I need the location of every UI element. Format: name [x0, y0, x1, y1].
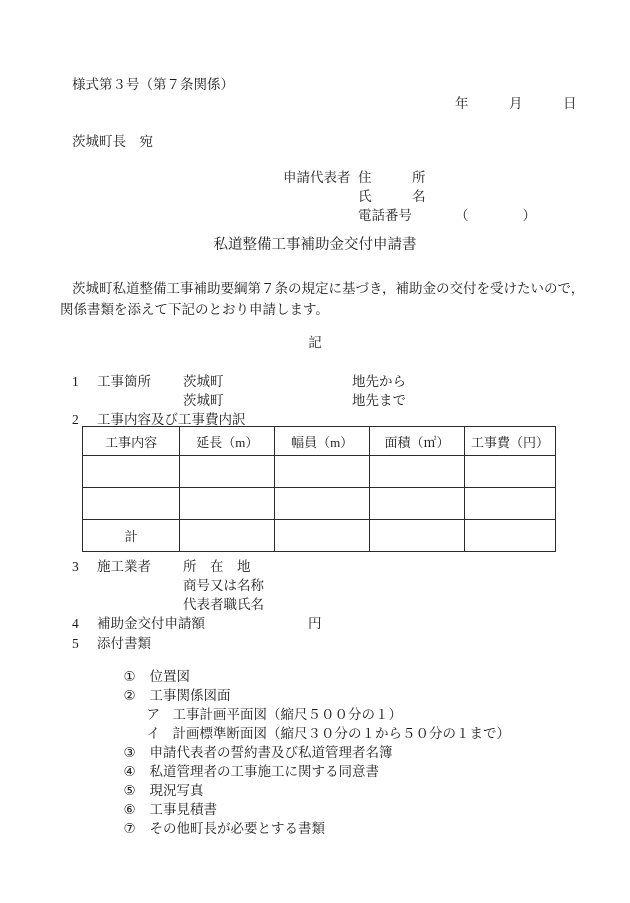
table-cell[interactable] [180, 456, 275, 488]
table-cell[interactable] [275, 520, 370, 552]
ki-marker: 記 [308, 335, 322, 350]
item3-number: 3 [72, 559, 79, 574]
table-cell[interactable] [370, 488, 465, 520]
attachment-label: 位置図 [149, 668, 190, 684]
circled-number-icon: ① [123, 668, 136, 684]
applicant-phone-label: 電話番号 [358, 208, 412, 223]
item1-suffix-to: 地先まで [352, 393, 406, 408]
table-cell[interactable] [370, 520, 465, 552]
table-cell[interactable] [83, 488, 180, 520]
table-row [83, 456, 556, 488]
item3-representative-label: 代表者職氏名 [183, 597, 264, 612]
table-total-label: 計 [83, 520, 180, 552]
body-paragraph-line1: 茨城町私道整備工事補助要綱第７条の規定に基づき，補助金の交付を受けたいので， [72, 281, 585, 296]
table-cell[interactable] [464, 456, 555, 488]
table-cell[interactable] [275, 488, 370, 520]
attachment-label: 工事見積書 [149, 801, 217, 817]
attachment-label: 申請代表者の誓約書及び私道管理者名簿 [149, 744, 393, 760]
addressee: 茨城町長 宛 [72, 134, 153, 149]
table-cell[interactable] [83, 456, 180, 488]
applicant-phone-parens: （ ） [455, 208, 536, 223]
circled-number-icon: ⑥ [123, 801, 136, 817]
body-paragraph-line2: 関係書類を添えて下記のとおり申請します。 [60, 302, 329, 317]
item1-number: 1 [72, 374, 79, 389]
item4-number: 4 [72, 616, 79, 631]
table-header-cell: 延長（m） [180, 427, 275, 456]
table-header-cell: 工事費（円） [464, 427, 555, 456]
katakana-marker-icon: ア [146, 706, 160, 722]
item2-label: 工事内容及び工事費内訳 [97, 412, 246, 427]
applicant-name-label: 氏 名 [358, 189, 426, 204]
attachment-label: その他町長が必要とする書類 [149, 820, 325, 836]
table-cell[interactable] [464, 520, 555, 552]
circled-number-icon: ② [123, 687, 136, 703]
table-cell[interactable] [370, 456, 465, 488]
attachment-sublabel: 計画標準断面図（縮尺３０分の１から５０分の１まで） [172, 725, 510, 741]
table-row [83, 488, 556, 520]
date-line: 年 月 日 [455, 96, 577, 111]
table-header-cell: 工事内容 [83, 427, 180, 456]
table-total-row [83, 520, 556, 552]
attachment-label: 工事関係図面 [149, 687, 231, 703]
table-cell[interactable] [275, 456, 370, 488]
item5-label: 添付書類 [97, 636, 151, 651]
table-header-cell: 幅員（m） [275, 427, 370, 456]
item3-location-label: 所 在 地 [183, 559, 251, 574]
item4-unit: 円 [308, 616, 322, 631]
table-cell[interactable] [180, 488, 275, 520]
table-cell[interactable] [180, 520, 275, 552]
item1-suffix-from: 地先から [352, 374, 406, 389]
applicant-label: 申請代表者 [283, 170, 351, 185]
form-number: 様式第３号（第７条関係） [72, 77, 234, 92]
attachment-label: 現況写真 [149, 782, 204, 798]
item2-number: 2 [72, 412, 79, 427]
item5-number: 5 [72, 636, 79, 651]
item1-town-from: 茨城町 [183, 374, 224, 389]
circled-number-icon: ④ [123, 763, 136, 779]
item4-label: 補助金交付申請額 [97, 616, 205, 631]
attachment-item-7 [110, 808, 325, 849]
katakana-marker-icon: イ [146, 725, 160, 741]
item3-label: 施工業者 [97, 559, 151, 574]
page-title: 私道整備工事補助金交付申請書 [213, 237, 417, 253]
circled-number-icon: ⑦ [123, 820, 136, 836]
attachment-label: 私道管理者の工事施工に関する同意書 [149, 763, 379, 779]
applicant-address-label: 住 所 [358, 170, 426, 185]
table-header-cell: 面積（㎡） [370, 427, 465, 456]
work-details-table [82, 426, 556, 552]
table-header-row [83, 427, 556, 456]
circled-number-icon: ③ [123, 744, 136, 760]
table-cell[interactable] [464, 488, 555, 520]
circled-number-icon: ⑤ [123, 782, 136, 798]
item3-company-name-label: 商号又は名称 [183, 578, 264, 593]
attachment-sublabel: 工事計画平面図（縮尺５００分の１） [172, 706, 402, 722]
item1-town-to: 茨城町 [183, 393, 224, 408]
item1-label: 工事箇所 [97, 374, 151, 389]
